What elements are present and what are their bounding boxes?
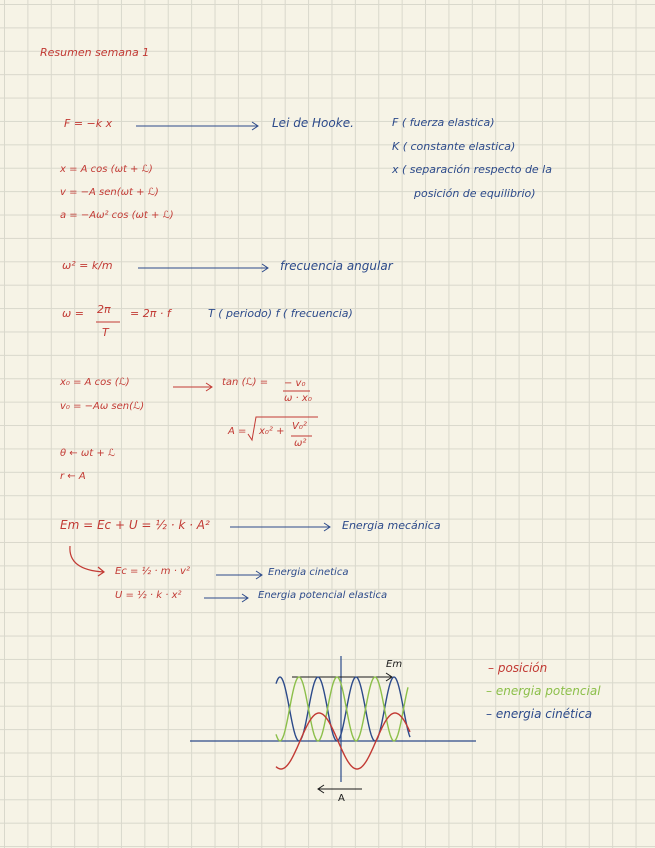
graph-em-label: Em — [386, 659, 403, 670]
acceleration-equation: a = −Aω² cos (ωt + ℒ) — [60, 210, 174, 221]
hooke-label: Lei de Hooke. — [272, 116, 354, 130]
period-denominator: T — [102, 326, 109, 339]
initial-conditions-arrow — [173, 383, 212, 391]
kinetic-energy-label: Energia cinetica — [268, 567, 349, 578]
amplitude-lhs: A = — [228, 426, 247, 437]
legend-kinetic: – energia cinética — [486, 707, 593, 721]
legend-position: – posición — [488, 661, 548, 675]
legend-potential: – energia potencial — [486, 684, 601, 698]
graph-a-label: A — [338, 793, 345, 804]
hooke-def-f: F ( fuerza elastica) — [392, 116, 495, 129]
v0-equation: v₀ = −Aω sen(ℒ) — [60, 401, 145, 412]
hooke-def-x: x ( separación respecto de la — [392, 163, 552, 176]
amplitude-denominator: ω² — [294, 438, 307, 449]
mechanical-energy-formula: Em = Ec + U = ½ · k · A² — [60, 518, 210, 532]
mechanical-energy-arrow — [230, 523, 330, 531]
r-assignment: r ← A — [60, 471, 86, 482]
period-rhs: = 2π · f — [130, 307, 171, 320]
period-numerator: 2π — [97, 303, 111, 316]
hooke-def-x-cont: posición de equilibrio) — [414, 187, 536, 200]
amplitude-term-x0: x₀² + — [259, 426, 285, 437]
hooke-formula: F = −k x — [64, 117, 113, 130]
angular-frequency-formula: ω² = k/m — [62, 259, 113, 272]
mechanical-energy-label: Energia mecánica — [342, 519, 441, 532]
potential-energy-label: Energia potencial elastica — [258, 590, 388, 601]
position-equation: x = A cos (ωt + ℒ) — [60, 164, 153, 175]
tan-denominator: ω · x₀ — [284, 393, 312, 404]
velocity-equation: v = −A sen(ωt + ℒ) — [60, 187, 159, 198]
hooke-arrow — [136, 122, 258, 130]
tan-lhs: tan (ℒ) = — [222, 377, 269, 388]
graph-amplitude-bar — [318, 785, 362, 793]
legend-position-label: posición — [497, 661, 548, 675]
angular-frequency-arrow — [138, 264, 268, 272]
potential-energy-arrow — [204, 594, 248, 602]
angular-frequency-label: frecuencia angular — [280, 259, 393, 273]
potential-energy-formula: U = ½ · k · x² — [115, 590, 182, 601]
kinetic-energy-formula: Ec = ½ · m · v² — [115, 566, 190, 577]
amplitude-numerator: V₀² — [292, 421, 307, 432]
hooke-def-k: K ( constante elastica) — [392, 140, 516, 153]
page-title: Resumen semana 1 — [40, 46, 150, 59]
x0-equation: x₀ = A cos (ℒ) — [60, 377, 130, 388]
tan-numerator: − v₀ — [284, 378, 306, 389]
kinetic-energy-arrow — [216, 571, 262, 579]
sqrt-symbol — [248, 417, 318, 440]
legend-kinetic-label: energia cinética — [495, 707, 593, 721]
period-omega: ω = — [62, 307, 84, 320]
legend-potential-label: energia potencial — [495, 684, 601, 698]
theta-assignment: θ ← ωt + ℒ — [60, 448, 116, 459]
energy-split-arrow — [70, 546, 104, 576]
graph-axes — [190, 656, 476, 782]
period-label: T ( periodo) f ( frecuencia) — [208, 307, 353, 320]
